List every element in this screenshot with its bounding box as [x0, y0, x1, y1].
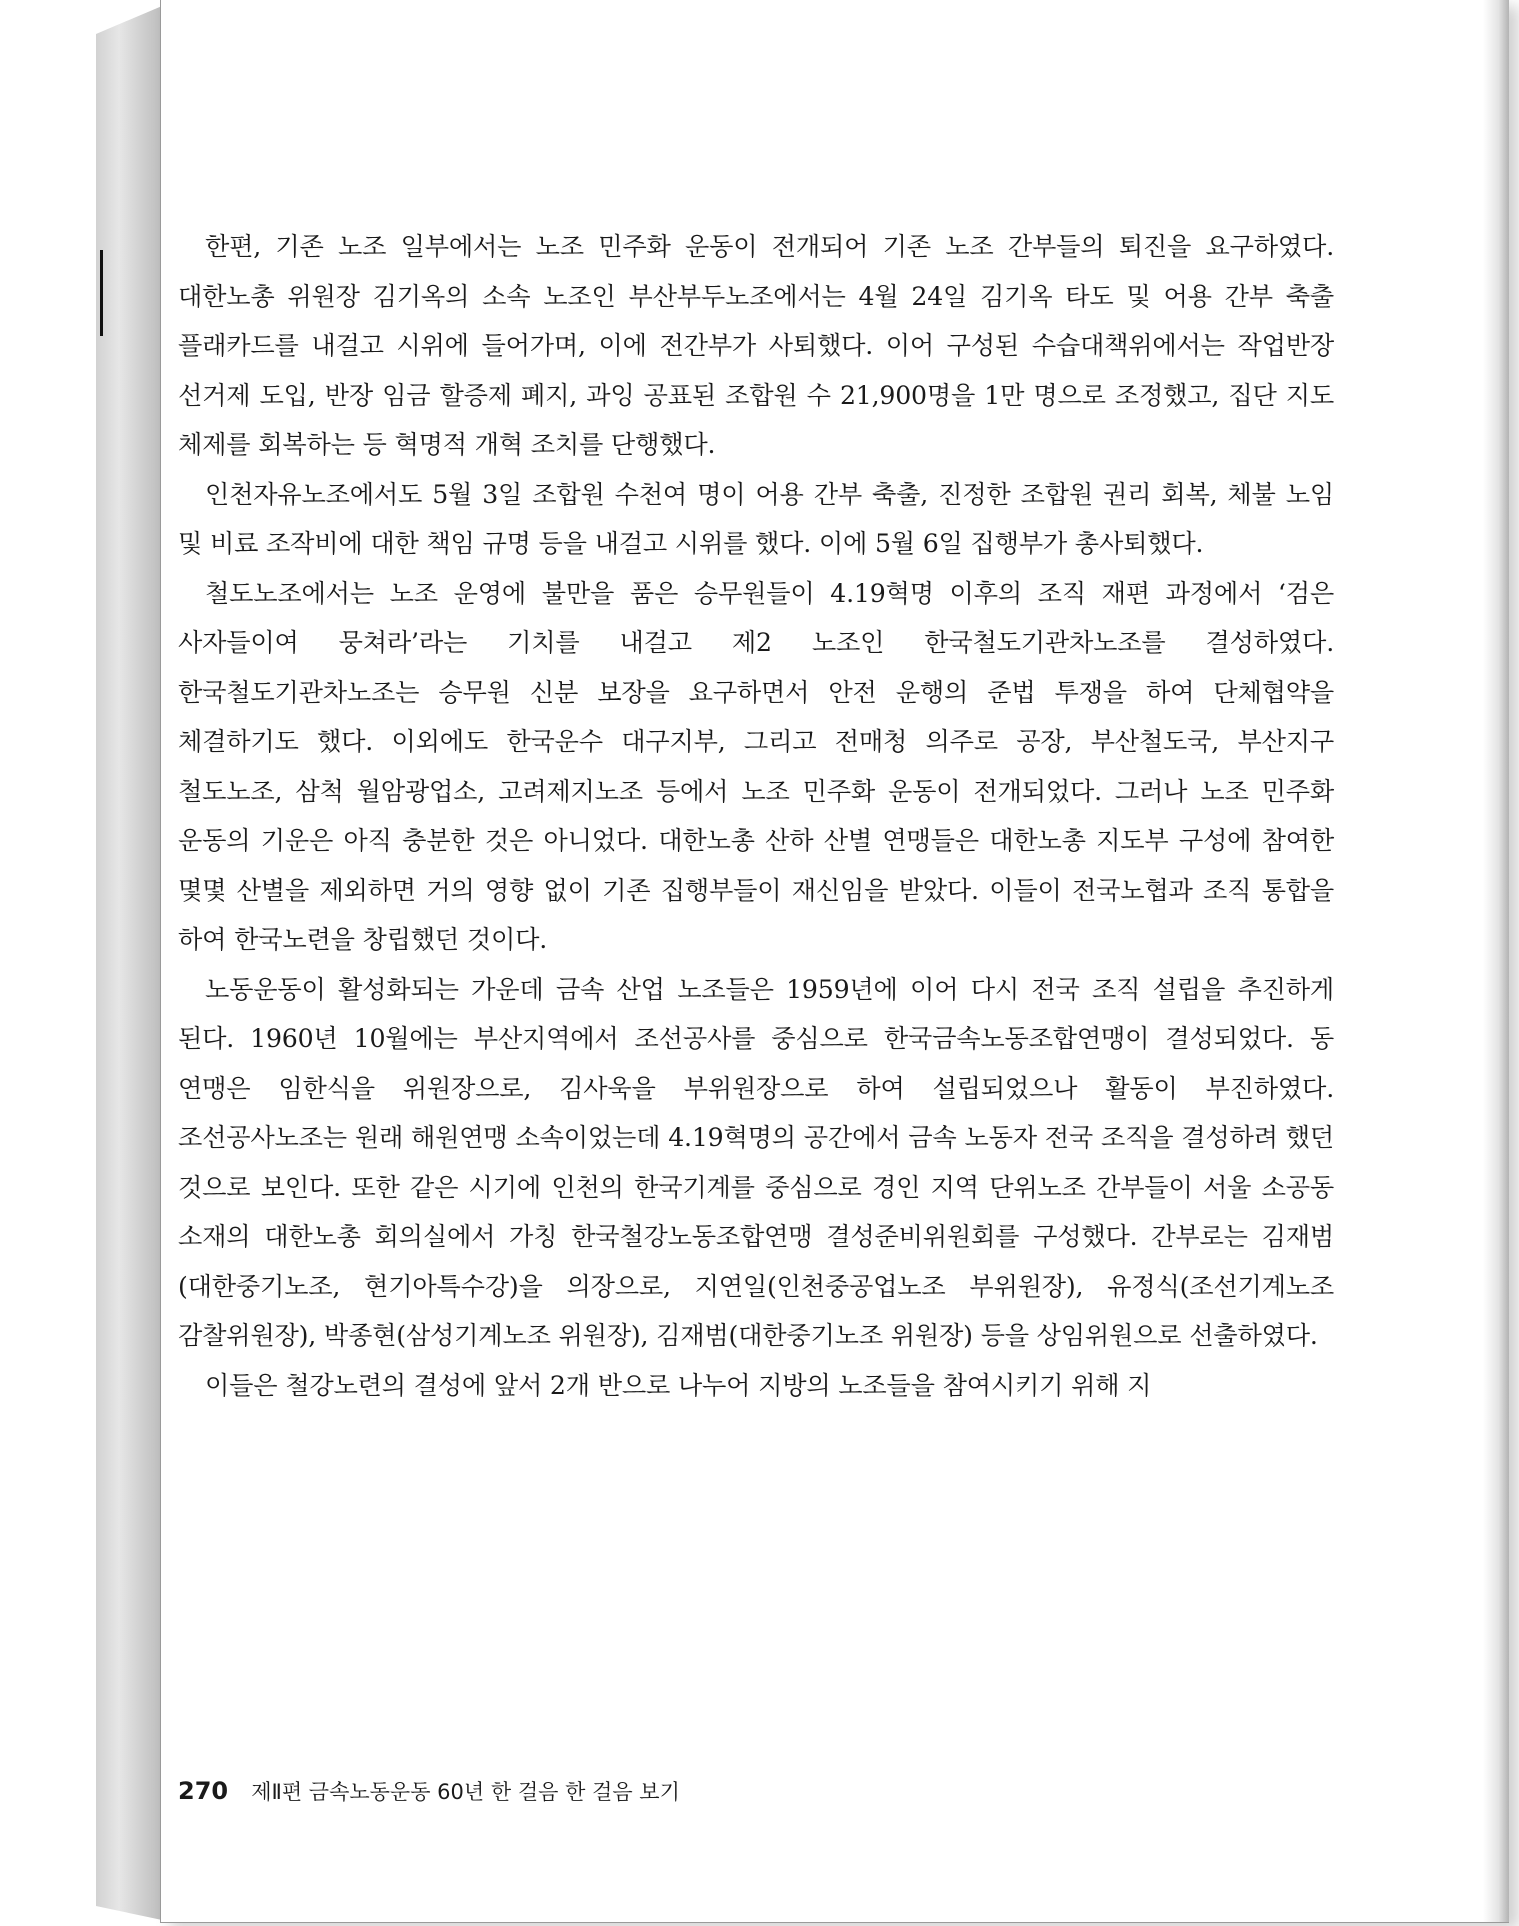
paragraph: 한편, 기존 노조 일부에서는 노조 민주화 운동이 전개되어 기존 노조 간부들의 퇴진을 요구하였다. 대한노총 위원장 김기옥의 소속 노조인 부산부두노조에서는 4월 24일 김기옥 타도 및 어용 간부 축출 플래카드를 내걸고 시위에 들어가며, 이에 전간부가 사퇴했다. 이어 구성된 수습대책위에서는 작업반장 선거제 도입, 반장 임금 할증제 폐지, 과잉 공표된 조합원 수 21,900명을 1만 명으로 조정했고, 집단 지도 체제를 회복하는 등 혁명적 개혁 조치를 단행했다.: [178, 232, 1334, 459]
paragraph: 인천자유노조에서도 5월 3일 조합원 수천여 명이 어용 간부 축출, 진정한 조합원 권리 회복, 체불 노임 및 비료 조작비에 대한 책임 규명 등을 내걸고 시위를 했다. 이에 5월 6일 집행부가 총사퇴했다.: [178, 479, 1334, 558]
paragraph: 이들은 철강노련의 결성에 앞서 2개 반으로 나누어 지방의 노조들을 참여시키기 위해 지: [205, 1370, 1152, 1400]
page-gutter-shadow: [1483, 0, 1509, 1922]
paragraph: 노동운동이 활성화되는 가운데 금속 산업 노조들은 1959년에 이어 다시 전국 조직 설립을 추진하게 된다. 1960년 10월에는 부산지역에서 조선공사를 중심으로 한국금속노동조합연맹이 결성되었다. 동 연맹은 임한식을 위원장으로, 김사욱을 부위원장으로 하여 설립되었으나 활동이 부진하였다. 조선공사노조는 원래 해원연맹 소속이었는데 4.19혁명의 공간에서 금속 노동자 전국 조직을 결성하려 했던 것으로 보인다. 또한 같은 시기에 인천의 한국기계를 중심으로 경인 지역 단위노조 간부들이 서울 소공동 소재의 대한노총 회의실에서 가칭 한국철강노동조합연맹 결성준비위원회를 구성했다. 간부로는 김재범(대한중기노조, 현기아특수강)을 의장으로, 지연일(인천중공업노조 부위원장), 유정식(조선기계노조 감찰위원장), 박종현(삼성기계노조 위원장), 김재범(대한중기노조 위원장) 등을 상임위원으로 선출하였다.: [178, 974, 1334, 1350]
page-footer: [178, 1776, 680, 1806]
page-edge-marker: [100, 250, 103, 336]
body-text: [178, 222, 1334, 1410]
book-page-stack-edge: [96, 6, 162, 1920]
paragraph: 철도노조에서는 노조 운영에 불만을 품은 승무원들이 4.19혁명 이후의 조직 재편 과정에서 ‘검은 사자들이여 뭉쳐라’라는 기치를 내걸고 제2 노조인 한국철도기관차노조를 결성하였다. 한국철도기관차노조는 승무원 신분 보장을 요구하면서 안전 운행의 준법 투쟁을 하여 단체협약을 체결하기도 했다. 이외에도 한국운수 대구지부, 그리고 전매청 의주로 공장, 부산철도국, 부산지구 철도노조, 삼척 월암광업소, 고려제지노조 등에서 노조 민주화 운동이 전개되었다. 그러나 노조 민주화 운동의 기운은 아직 충분한 것은 아니었다. 대한노총 산하 산별 연맹들은 대한노총 지도부 구성에 참여한 몇몇 산별을 제외하면 거의 영향 없이 기존 집행부들이 재신임을 받았다. 이들이 전국노협과 조직 통합을 하여 한국노련을 창립했던 것이다.: [178, 578, 1334, 954]
page-number: 270: [178, 1777, 229, 1805]
running-footer-title: 제Ⅱ편 금속노동운동 60년 한 걸음 한 걸음 보기: [251, 1780, 680, 1804]
